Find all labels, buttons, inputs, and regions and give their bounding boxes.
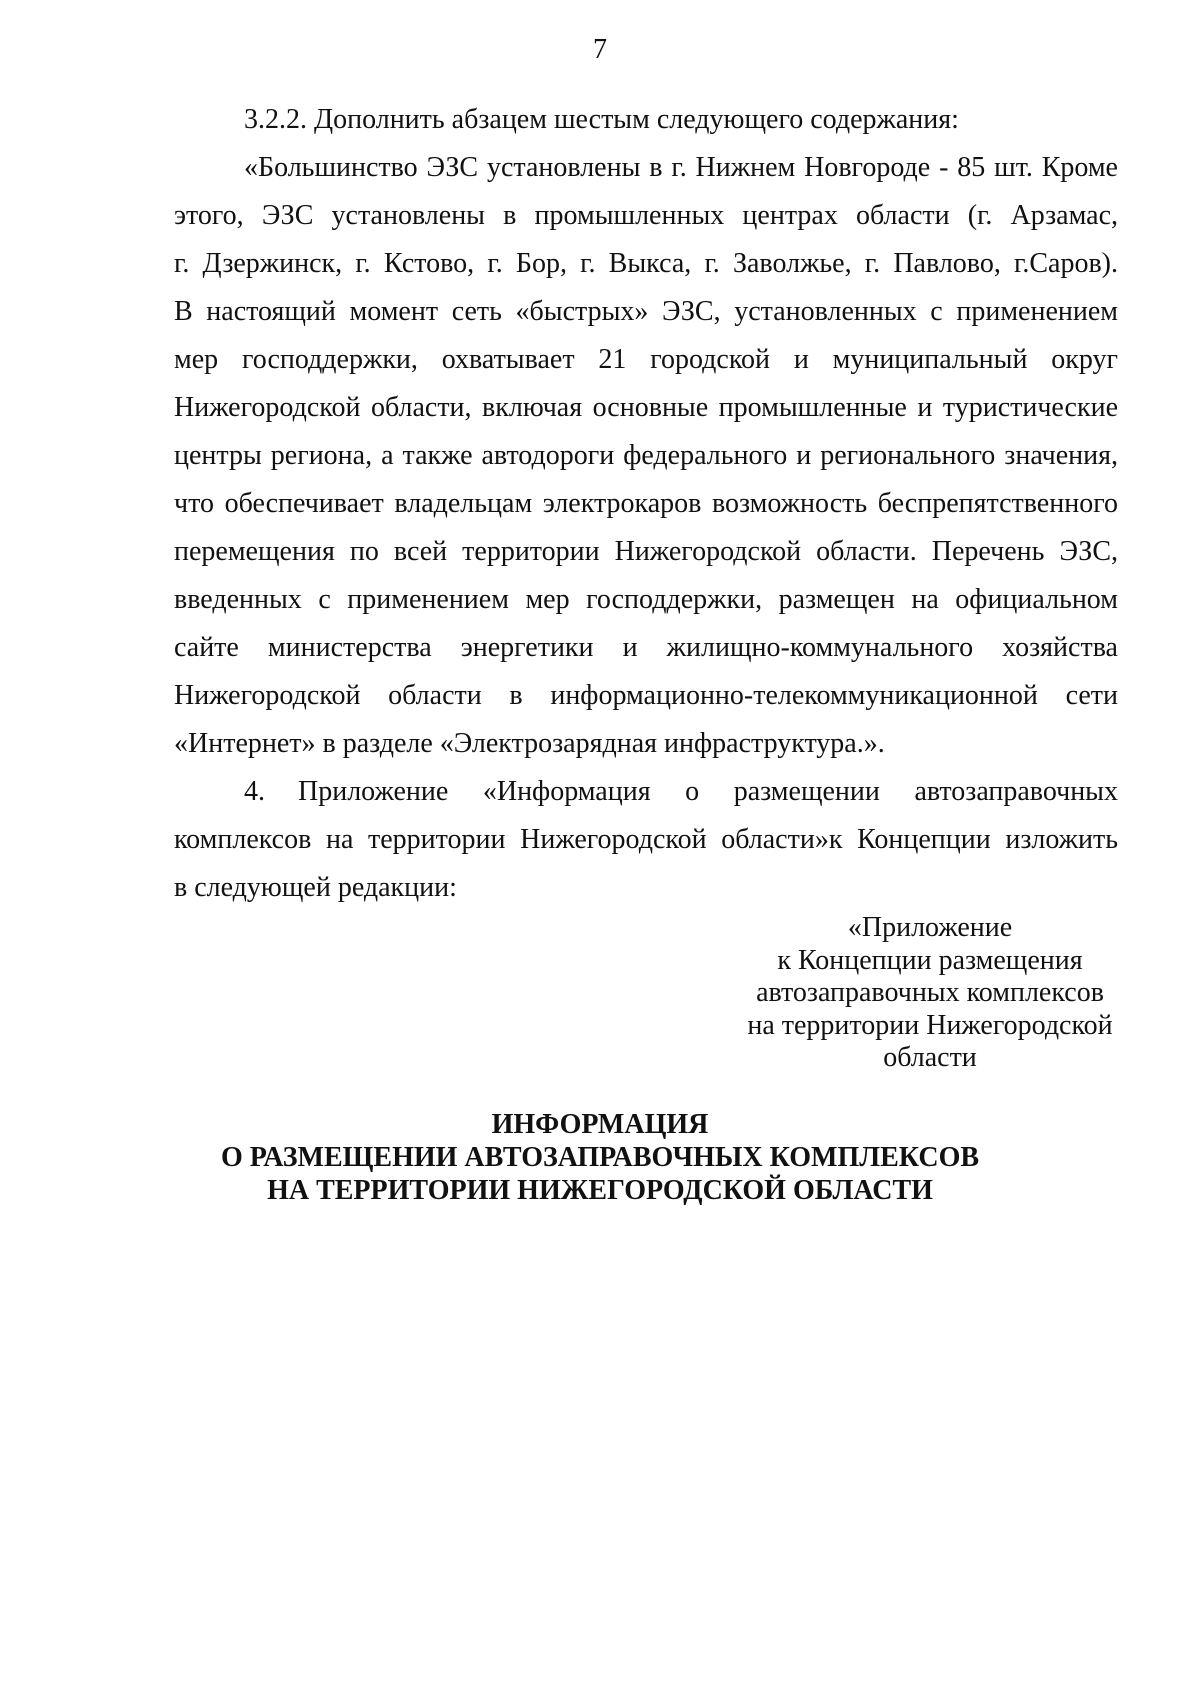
paragraph-line: мер господдержки, охватывает 21 городской и муниципальный округ (174, 344, 1118, 375)
paragraph-line: центры региона, а также автодороги федерального и регионального значения, (174, 440, 1118, 471)
item-4-line: в следующей редакции: (174, 872, 457, 903)
paragraph-line: Нижегородской области в информационно-телекоммуникационной сети (174, 680, 1118, 711)
appendix-note-line: к Концепции размещения (777, 944, 1083, 976)
paragraph-line: перемещения по всей территории Нижегородской области. Перечень ЭЗС, (174, 536, 1118, 567)
paragraph-line: этого, ЭЗС установлены в промышленных центрах области (г. Арзамас, (174, 200, 1118, 231)
paragraph-line: В настоящий момент сеть «быстрых» ЭЗС, установленных с применением (174, 296, 1118, 327)
item-number: 4. (244, 776, 265, 807)
paragraph-line: «Интернет» в разделе «Электрозарядная инфраструктура.». (174, 728, 885, 759)
appendix-note-line: на территории Нижегородской (747, 1009, 1113, 1041)
appendix-note (700, 912, 1160, 1075)
appendix-note-line: «Приложение (847, 912, 1013, 943)
section-heading: 3.2.2. Дополнить абзацем шестым следующего содержания: (244, 104, 959, 135)
title-line: ИНФОРМАЦИЯ (491, 1109, 709, 1140)
paragraph-line: что обеспечивает владельцам электрокаров возможность беспрепятственного (174, 488, 1118, 519)
appendix-note-line: области (883, 1042, 977, 1073)
item-4-first-line (174, 768, 1118, 816)
appendix-note-line: автозаправочных комплексов (756, 977, 1104, 1008)
document-title (0, 1108, 1200, 1207)
paragraph-line: введенных с применением мер господдержки, размещен на официальном (174, 584, 1118, 615)
item-4-line: комплексов на территории Нижегородской области»к Концепции изложить (174, 824, 1118, 855)
item-text: Приложение «Информация о размещении автозаправочных (298, 776, 1118, 807)
title-line: НА ТЕРРИТОРИИ НИЖЕГОРОДСКОЙ ОБЛАСТИ (267, 1175, 933, 1206)
paragraph-line: г. Дзержинск, г. Кстово, г. Бор, г. Выкса, г. Заволжье, г. Павлово, г.Саров). (174, 248, 1118, 279)
paragraph-line: Нижегородской области, включая основные промышленные и туристические (174, 392, 1118, 423)
title-line: О РАЗМЕЩЕНИИ АВТОЗАПРАВОЧНЫХ КОМПЛЕКСОВ (220, 1142, 980, 1173)
paragraph-line: «Большинство ЭЗС установлены в г. Нижнем Новгороде - 85 шт. Кроме (244, 152, 1118, 183)
page-number: 7 (593, 34, 607, 65)
paragraph-line: сайте министерства энергетики и жилищно-коммунального хозяйства (174, 632, 1118, 663)
